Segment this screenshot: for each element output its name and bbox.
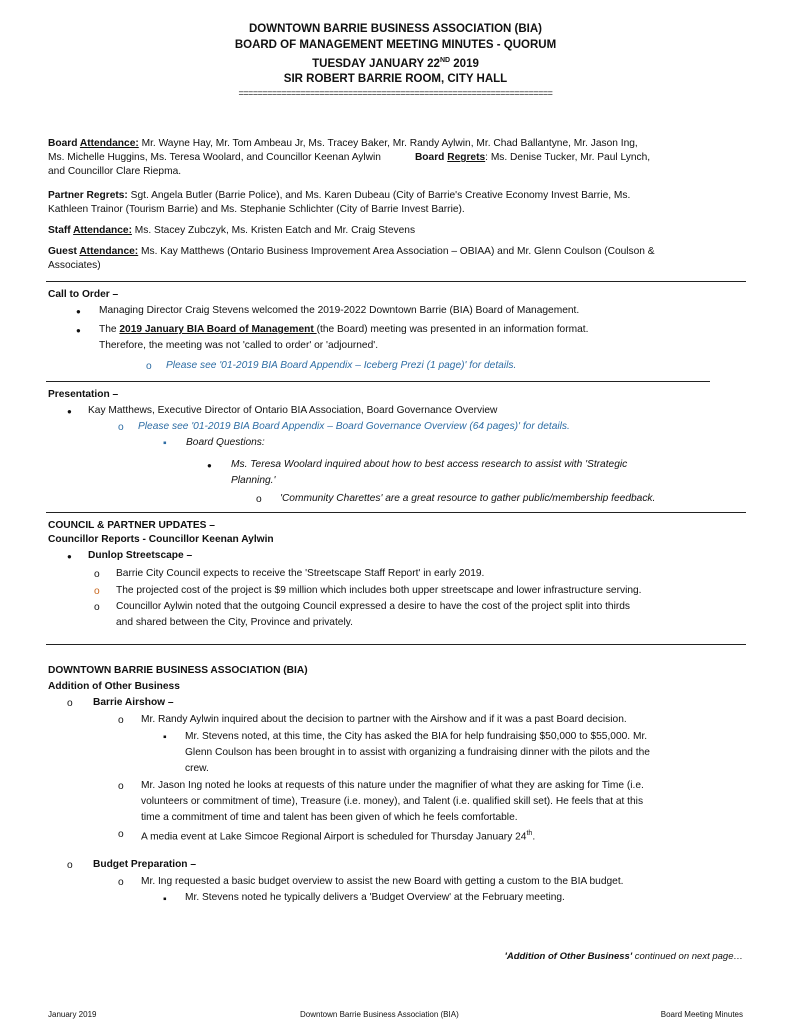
hollow-bullet-icon: o bbox=[94, 586, 100, 597]
council-heading: COUNCIL & PARTNER UPDATES – bbox=[48, 520, 215, 531]
hollow-bullet-icon: o bbox=[118, 877, 124, 888]
budget-sub-1: Mr. Stevens noted he typically delivers a 'Budget Overview' at the February meeting. bbox=[185, 892, 565, 903]
hollow-bullet-icon: o bbox=[146, 361, 152, 372]
footer-date: January 2019 bbox=[48, 1010, 97, 1019]
streetscape-item-2: The projected cost of the project is $9 million which includes both upper streetscape and lower infrastructure serving. bbox=[116, 585, 642, 596]
airshow-sub-1-cont2: crew. bbox=[185, 763, 209, 774]
airshow-topic: Barrie Airshow – bbox=[93, 697, 174, 708]
call-to-order-item-2: The 2019 January BIA Board of Management (the Board) meeting was presented in an information format. bbox=[99, 324, 589, 335]
header-org: DOWNTOWN BARRIE BUSINESS ASSOCIATION (BIA) bbox=[248, 23, 543, 35]
hollow-bullet-icon: o bbox=[118, 715, 124, 726]
airshow-sub-1: Mr. Stevens noted, at this time, the City has asked the BIA for help fundraising $50,000 to $55,000. Mr. bbox=[185, 731, 648, 742]
header-separator: ================================================================== bbox=[238, 87, 553, 98]
section-divider bbox=[46, 644, 746, 645]
square-bullet-icon: ▪ bbox=[163, 894, 167, 905]
filled-bullet-icon: ● bbox=[207, 461, 212, 470]
councillor-reports-heading: Councillor Reports - Councillor Keenan Aylwin bbox=[48, 534, 274, 545]
section-divider bbox=[46, 281, 746, 282]
question-woolard: Ms. Teresa Woolard inquired about how to best access research to assist with 'Strategic bbox=[231, 459, 628, 470]
footer-title: Board Meeting Minutes bbox=[660, 1010, 743, 1019]
dbba-heading: DOWNTOWN BARRIE BUSINESS ASSOCIATION (BIA) bbox=[48, 665, 308, 676]
presentation-item-1: Kay Matthews, Executive Director of Ontario BIA Association, Board Governance Overview bbox=[88, 405, 498, 416]
header-date: TUESDAY JANUARY 22ND 2019 bbox=[312, 57, 479, 70]
airshow-item-3: A media event at Lake Simcoe Regional Airport is scheduled for Thursday January 24th. bbox=[141, 830, 536, 843]
appendix-link-iceberg[interactable]: Please see '01-2019 BIA Board Appendix – Iceberg Prezi (1 page)' for details. bbox=[166, 360, 517, 371]
budget-item-1: Mr. Ing requested a basic budget overview to assist the new Board with getting a custom to the BIA budget. bbox=[141, 876, 624, 887]
question-woolard-cont: Planning.' bbox=[231, 475, 276, 486]
filled-bullet-icon: ● bbox=[67, 552, 72, 561]
streetscape-item-3-cont: and shared between the City, Province and privately. bbox=[116, 617, 353, 628]
header-title: BOARD OF MANAGEMENT MEETING MINUTES - QUORUM bbox=[234, 38, 557, 51]
footer-org: Downtown Barrie Business Association (BIA) bbox=[300, 1010, 459, 1019]
board-attendance: Board Attendance: Mr. Wayne Hay, Mr. Tom Ambeau Jr, Ms. Tracey Baker, Mr. Randy Aylwin, Mr. Chad Ballantyne, Mr. Jason Ing, Ms. Michelle Huggins, Ms. Teresa Woolard, and Councillor Keenan Aylwin Board Regrets: Ms. Denise Tucker, Mr. Paul Lynch, and Councillor Clare Riepma. bbox=[48, 138, 651, 177]
continued-note: 'Addition of Other Business' continued on next page… bbox=[504, 951, 743, 962]
header-location: SIR ROBERT BARRIE ROOM, CITY HALL bbox=[283, 73, 508, 86]
hollow-bullet-icon: o bbox=[67, 698, 73, 709]
answer-charettes: 'Community Charettes' are a great resource to gather public/membership feedback. bbox=[280, 493, 656, 504]
airshow-sub-1-cont: Glenn Coulson has been brought in to assist with organizing a fundraising dinner with the pilots and the bbox=[185, 747, 650, 758]
dunlop-streetscape-topic: Dunlop Streetscape – bbox=[88, 550, 193, 561]
partner-regrets: Partner Regrets: Sgt. Angela Butler (Barrie Police), and Ms. Karen Dubeau (City of Barrie's Creative Economy Invest Barrie, Ms. Kathleen Trainor (Tourism Barrie) and Ms. Stephanie Schlichter (City of Barrie Invest Barrie). bbox=[48, 190, 631, 215]
presentation-heading: Presentation – bbox=[48, 389, 119, 400]
section-divider bbox=[46, 381, 710, 382]
airshow-item-2: Mr. Jason Ing noted he looks at requests of this nature under the magnifier of what they are asking for Time (i.e. bbox=[141, 780, 644, 791]
hollow-bullet-icon: o bbox=[118, 829, 124, 840]
airshow-item-2-cont: volunteers or commitment of time), Treasure (i.e. money), and Talent (i.e. qualified skill set). He feels that at this bbox=[141, 796, 644, 807]
call-to-order-item-2-cont: Therefore, the meeting was not 'called to order' or 'adjourned'. bbox=[99, 340, 379, 351]
hollow-bullet-icon: o bbox=[67, 860, 73, 871]
board-questions-label: Board Questions: bbox=[186, 437, 265, 448]
streetscape-item-3: Councillor Aylwin noted that the outgoing Council expressed a desire to have the cost of the project split into thirds bbox=[116, 601, 631, 612]
square-bullet-icon: ▪ bbox=[163, 732, 167, 743]
square-bullet-icon: ▪ bbox=[163, 438, 167, 449]
other-business-heading: Addition of Other Business bbox=[48, 681, 180, 692]
staff-attendance: Staff Attendance: Ms. Stacey Zubczyk, Ms. Kristen Eatch and Mr. Craig Stevens bbox=[48, 225, 416, 236]
budget-topic: Budget Preparation – bbox=[93, 859, 197, 870]
hollow-bullet-icon: o bbox=[118, 422, 124, 433]
filled-bullet-icon: ● bbox=[76, 326, 81, 335]
document-header bbox=[0, 22, 791, 98]
hollow-bullet-icon: o bbox=[256, 494, 262, 505]
call-to-order-item-1: Managing Director Craig Stevens welcomed the 2019-2022 Downtown Barrie (BIA) Board of Management. bbox=[99, 305, 580, 316]
airshow-item-1: Mr. Randy Aylwin inquired about the decision to partner with the Airshow and if it was a past Board decision. bbox=[141, 714, 627, 725]
streetscape-item-1: Barrie City Council expects to receive the 'Streetscape Staff Report' in early 2019. bbox=[116, 568, 485, 579]
appendix-link-governance[interactable]: Please see '01-2019 BIA Board Appendix – Board Governance Overview (64 pages)' for details. bbox=[138, 421, 570, 432]
hollow-bullet-icon: o bbox=[118, 781, 124, 792]
hollow-bullet-icon: o bbox=[94, 602, 100, 613]
filled-bullet-icon: ● bbox=[76, 307, 81, 316]
hollow-bullet-icon: o bbox=[94, 569, 100, 580]
guest-attendance: Guest Attendance: Ms. Kay Matthews (Ontario Business Improvement Area Association – OBIAA) and Mr. Glenn Coulson (Coulson & Associates) bbox=[48, 246, 655, 271]
section-divider bbox=[46, 512, 746, 513]
airshow-item-2-cont2: time a commitment of time and talent has been given of which he feels comfortable. bbox=[141, 812, 518, 823]
call-to-order-heading: Call to Order – bbox=[48, 289, 119, 300]
filled-bullet-icon: ● bbox=[67, 407, 72, 416]
